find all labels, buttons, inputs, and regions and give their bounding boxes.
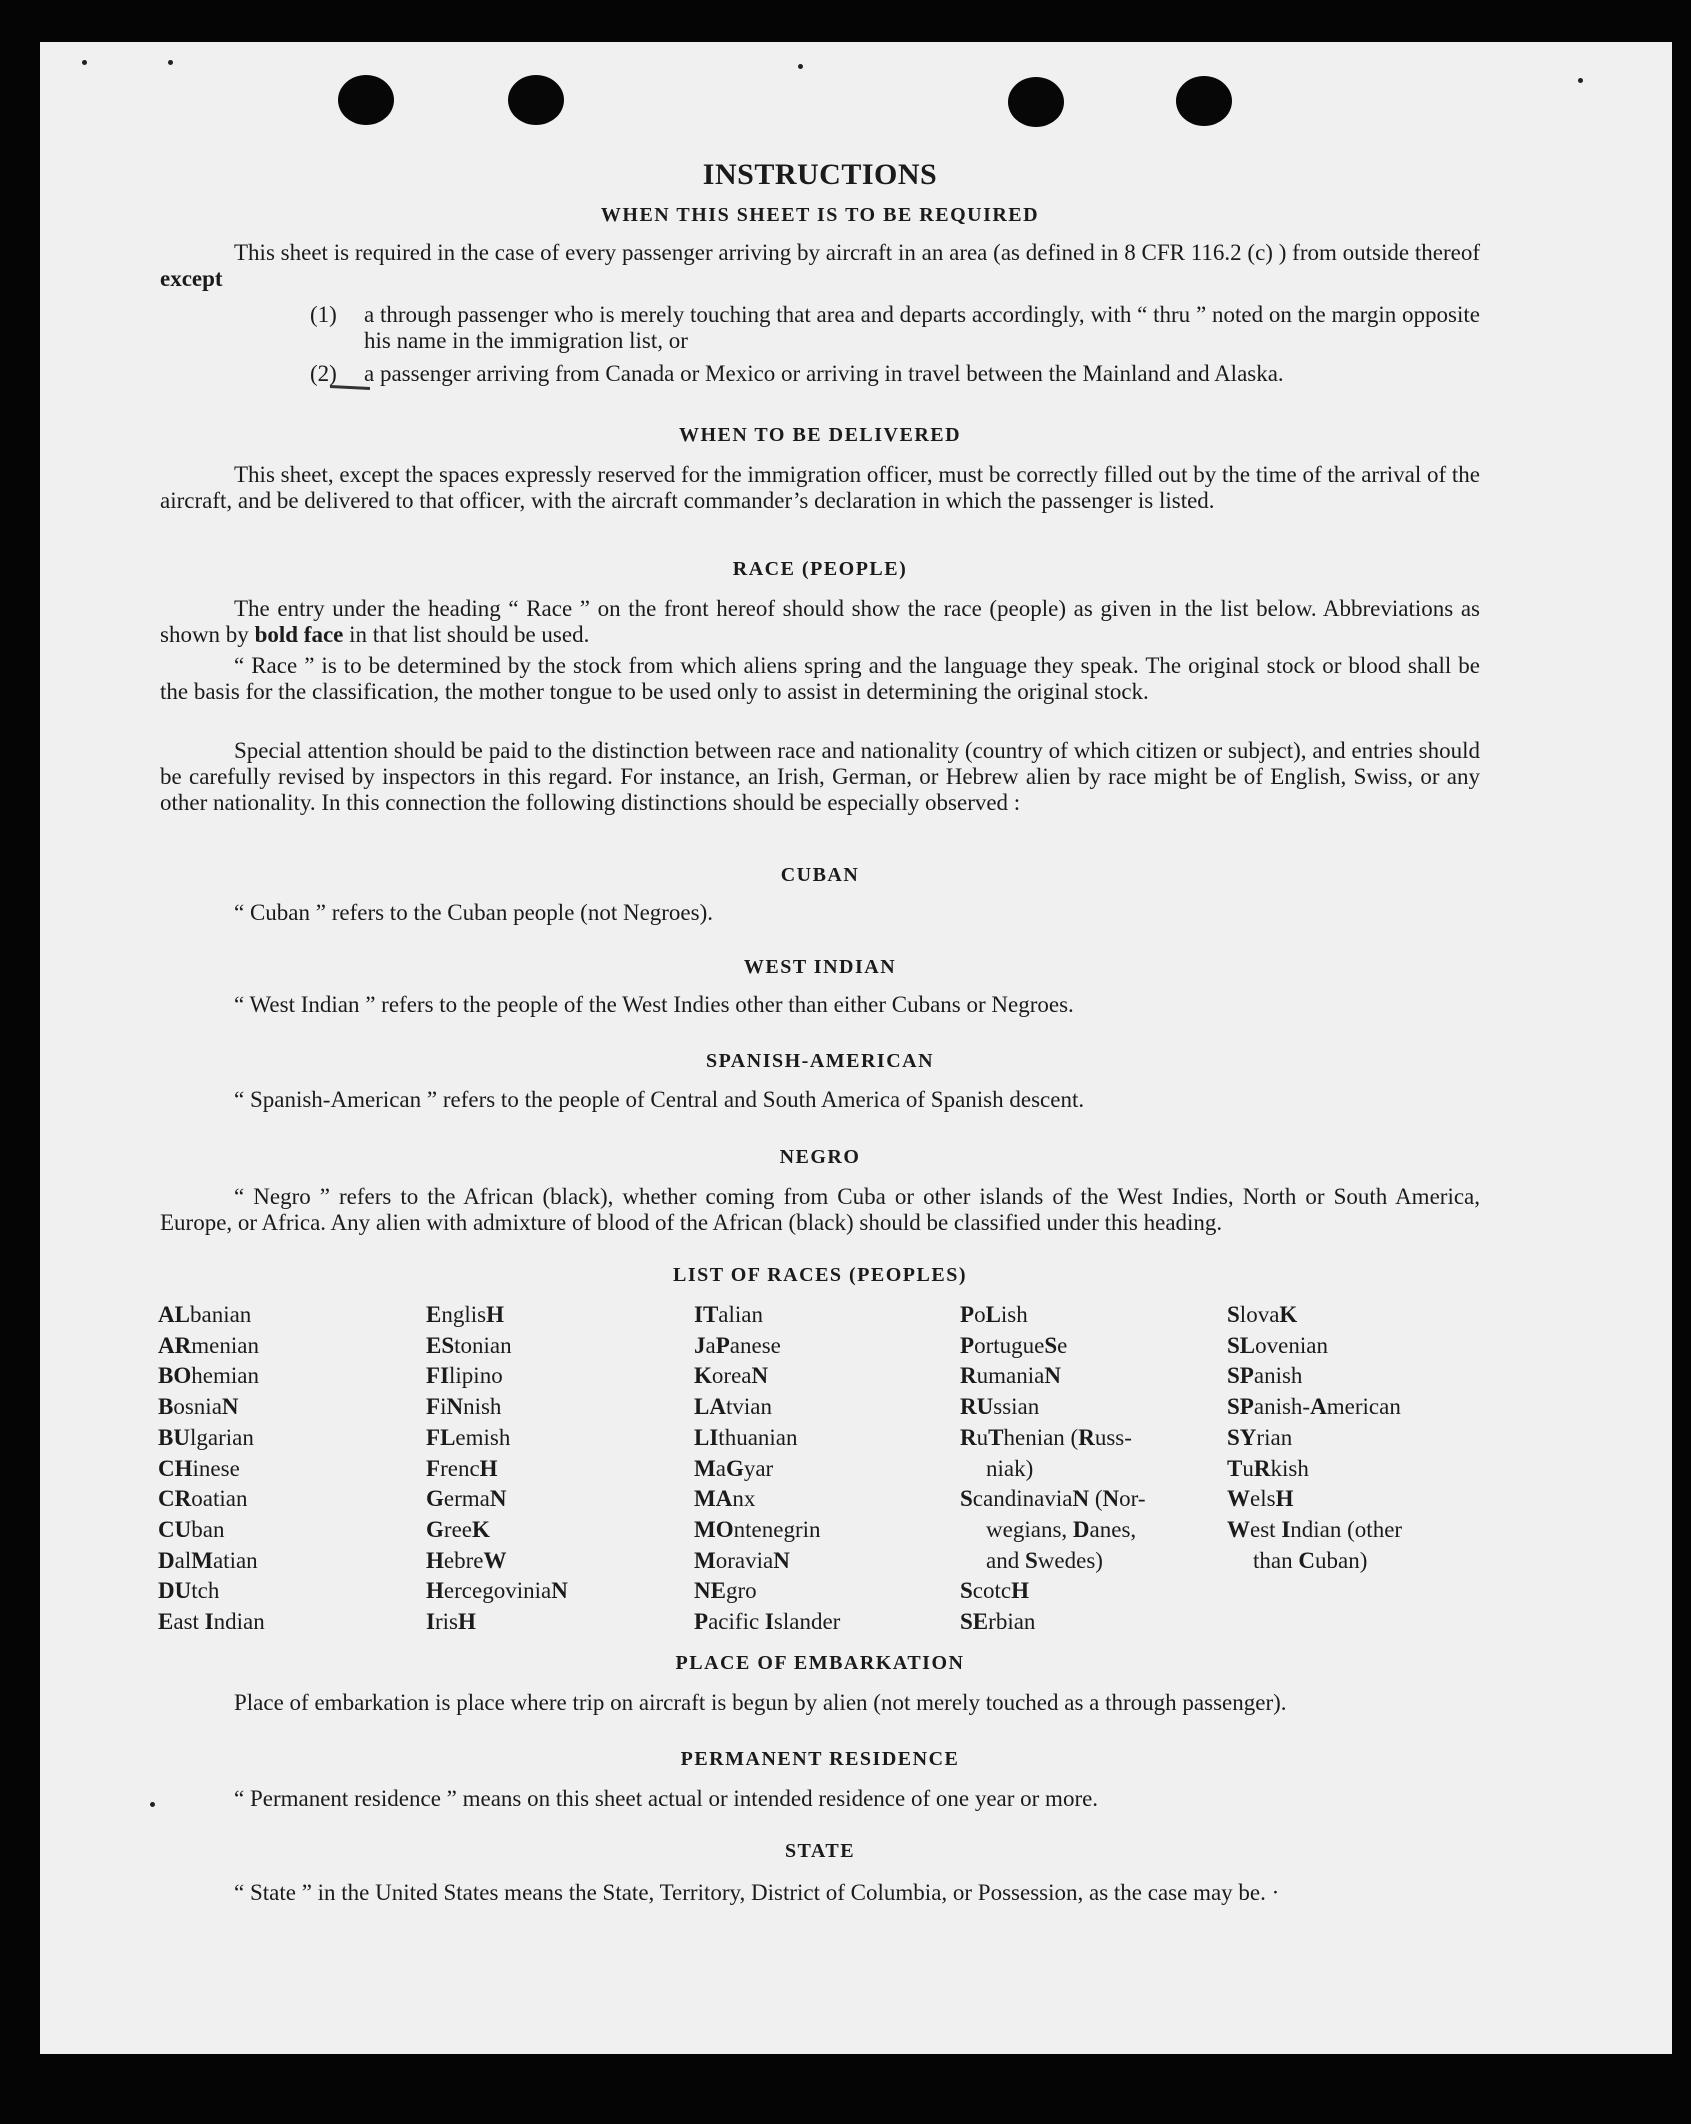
list-item-number: (1) — [310, 302, 337, 327]
race-list-item: FLemish — [426, 1424, 511, 1450]
race-list-item: IrisH — [426, 1609, 476, 1635]
race-list-item: MAnx — [694, 1486, 756, 1512]
race-list-column — [158, 1300, 265, 1638]
race-list-item: JaPanese — [694, 1332, 781, 1358]
race-list-item: LAtvian — [694, 1394, 772, 1420]
race-list-column — [1227, 1300, 1402, 1576]
race-list-column — [426, 1300, 568, 1638]
speck — [1578, 78, 1583, 83]
list-item-text: a passenger arriving from Canada or Mexico or arriving in travel between the Mainland and Alaska. — [364, 361, 1284, 386]
race-list-item: niak) — [986, 1455, 1034, 1481]
punch-hole — [338, 75, 394, 125]
paragraph-race-2: “ Race ” is to be determined by the stock from which aliens spring and the language they speak. The original stock or blood shall be the basis for the classification, the mother tongue to be used only to assist in determining the original stock. — [160, 653, 1480, 704]
race-list-item: LIthuanian — [694, 1424, 798, 1450]
paragraph-embarkation: Place of embarkation is place where trip on aircraft is begun by alien (not merely touched as a through passenger). — [234, 1690, 1287, 1715]
list-item — [310, 302, 1480, 354]
paragraph-race-1: The entry under the heading “ Race ” on the front hereof should show the race (people) as given in the list below. Abbreviations as shown by bold face in that list should be used. — [160, 596, 1480, 647]
race-list-item: and Swedes) — [986, 1547, 1103, 1573]
race-list-item: PortugueSe — [960, 1332, 1068, 1358]
race-list-item: CUban — [158, 1516, 225, 1542]
paragraph-west-indian: “ West Indian ” refers to the people of the West Indies other than either Cubans or Negroes. — [234, 992, 1074, 1017]
race-list-column — [694, 1300, 840, 1638]
speck — [150, 1802, 155, 1807]
punch-hole — [1008, 77, 1064, 127]
race-list-item: PoLish — [960, 1302, 1028, 1327]
race-list-item: CHinese — [158, 1455, 240, 1481]
paragraph-cuban: “ Cuban ” refers to the Cuban people (not Negroes). — [234, 900, 714, 925]
race-list-item: CRoatian — [158, 1486, 248, 1512]
section-heading-embarkation: PLACE OF EMBARKATION — [675, 1652, 965, 1674]
race-list-item: SPanish-American — [1227, 1394, 1401, 1420]
section-heading-state: STATE — [784, 1840, 856, 1862]
race-list-item: ITalian — [694, 1302, 764, 1327]
section-heading-permanent-residence: PERMANENT RESIDENCE — [680, 1748, 960, 1770]
race-list-item: SlovaK — [1227, 1302, 1298, 1327]
section-heading-negro: NEGRO — [779, 1146, 861, 1168]
paragraph-state: “ State ” in the United States means the State, Territory, District of Columbia, or Possession, as the case may be. · — [234, 1880, 1280, 1905]
paragraph-spanish-american: “ Spanish-American ” refers to the people of Central and South America of Spanish descent. — [234, 1087, 1085, 1112]
race-list-item: WelsH — [1227, 1486, 1294, 1512]
race-list-item: RUssian — [960, 1394, 1040, 1420]
race-list-item: HercegoviniaN — [426, 1578, 568, 1604]
race-list-item: SErbian — [960, 1609, 1036, 1635]
race-list-item: HebreW — [426, 1547, 507, 1573]
race-list-item: FrencH — [426, 1455, 498, 1481]
race-list-item: MoraviaN — [694, 1547, 790, 1573]
section-heading-race: RACE (PEOPLE) — [732, 558, 908, 580]
race-list-item: ALbanian — [158, 1302, 252, 1327]
speck — [798, 64, 803, 69]
race-list-item: TuRkish — [1227, 1455, 1309, 1481]
section-heading-spanish-american: SPANISH-AMERICAN — [705, 1050, 935, 1072]
section-heading-required: WHEN THIS SHEET IS TO BE REQUIRED — [600, 204, 1040, 226]
race-list-item: DalMatian — [158, 1547, 258, 1573]
race-list-item: MaGyar — [694, 1455, 774, 1481]
race-list-column — [960, 1300, 1146, 1638]
race-list-item: BOhemian — [158, 1363, 259, 1389]
section-heading-cuban: CUBAN — [780, 864, 860, 886]
race-list-item: SLovenian — [1227, 1332, 1328, 1358]
paragraph-required: This sheet is required in the case of every passenger arriving by aircraft in an area (as defined in 8 CFR 116.2 (c) ) from outside thereof except — [160, 240, 1480, 291]
race-list-item: than Cuban) — [1253, 1547, 1368, 1573]
race-list-item: ARmenian — [158, 1332, 259, 1358]
race-list-item: ScandinaviaN (Nor- — [960, 1486, 1146, 1512]
paragraph-permanent-residence: “ Permanent residence ” means on this sheet actual or intended residence of one year or more. — [234, 1786, 1099, 1811]
race-list-item: FIlipino — [426, 1363, 503, 1389]
section-heading-race-list: LIST OF RACES (PEOPLES) — [672, 1264, 967, 1286]
race-list-item: GermaN — [426, 1486, 507, 1512]
speck — [82, 60, 87, 65]
race-list-item: Pacific Islander — [694, 1609, 841, 1635]
race-list-item: MOntenegrin — [694, 1516, 821, 1542]
list-item-number: (2) — [310, 361, 337, 386]
race-list-item: wegians, Danes, — [986, 1516, 1137, 1542]
paragraph-race-3: Special attention should be paid to the distinction between race and nationality (country of which citizen or subject), and entries should be carefully revised by inspectors in this regard. For instance, an Irish, German, or Hebrew alien by race might be of English, Swiss, or any other nationality. In this connection the following distinctions should be especially observed : — [160, 738, 1480, 815]
race-list-item: SPanish — [1227, 1363, 1303, 1389]
punch-hole — [508, 75, 564, 125]
race-list-item: NEgro — [694, 1578, 757, 1604]
race-list-item: BUlgarian — [158, 1424, 254, 1450]
race-list-item: SYrian — [1227, 1424, 1293, 1450]
section-heading-west-indian: WEST INDIAN — [743, 956, 897, 978]
race-list-item: East Indian — [158, 1609, 265, 1635]
race-list-item: EStonian — [426, 1332, 512, 1358]
race-list-item: FiNnish — [426, 1394, 502, 1420]
section-heading-delivered: WHEN TO BE DELIVERED — [678, 424, 962, 446]
race-list-item: RumaniaN — [960, 1363, 1061, 1389]
paragraph-delivered: This sheet, except the spaces expressly reserved for the immigration officer, must be correctly filled out by the time of the arrival of the aircraft, and be delivered to that officer, with the aircraft commander’s declaration in which the passenger is listed. — [160, 462, 1480, 513]
page-title: INSTRUCTIONS — [702, 158, 938, 191]
race-list-item: RuThenian (Russ- — [960, 1424, 1132, 1450]
punch-hole — [1176, 76, 1232, 126]
race-list-item: DUtch — [158, 1578, 220, 1604]
list-item-text: a through passenger who is merely touching that area and departs accordingly, with “ thru ” noted on the margin opposite his name in the immigration list, or — [364, 302, 1480, 353]
speck — [168, 60, 173, 65]
race-list-item: ScotcH — [960, 1578, 1030, 1604]
race-list-item: GreeK — [426, 1516, 490, 1542]
race-list-item: EnglisH — [426, 1302, 504, 1327]
race-list-item: KoreaN — [694, 1363, 769, 1389]
race-list-item: BosniaN — [158, 1394, 239, 1420]
paragraph-negro: “ Negro ” refers to the African (black), whether coming from Cuba or other islands of the West Indies, North or South America, Europe, or Africa. Any alien with admixture of blood of the African (black) should be classified under this heading. — [160, 1184, 1480, 1235]
list-item — [310, 361, 1480, 387]
race-list-item: West Indian (other — [1227, 1516, 1403, 1542]
